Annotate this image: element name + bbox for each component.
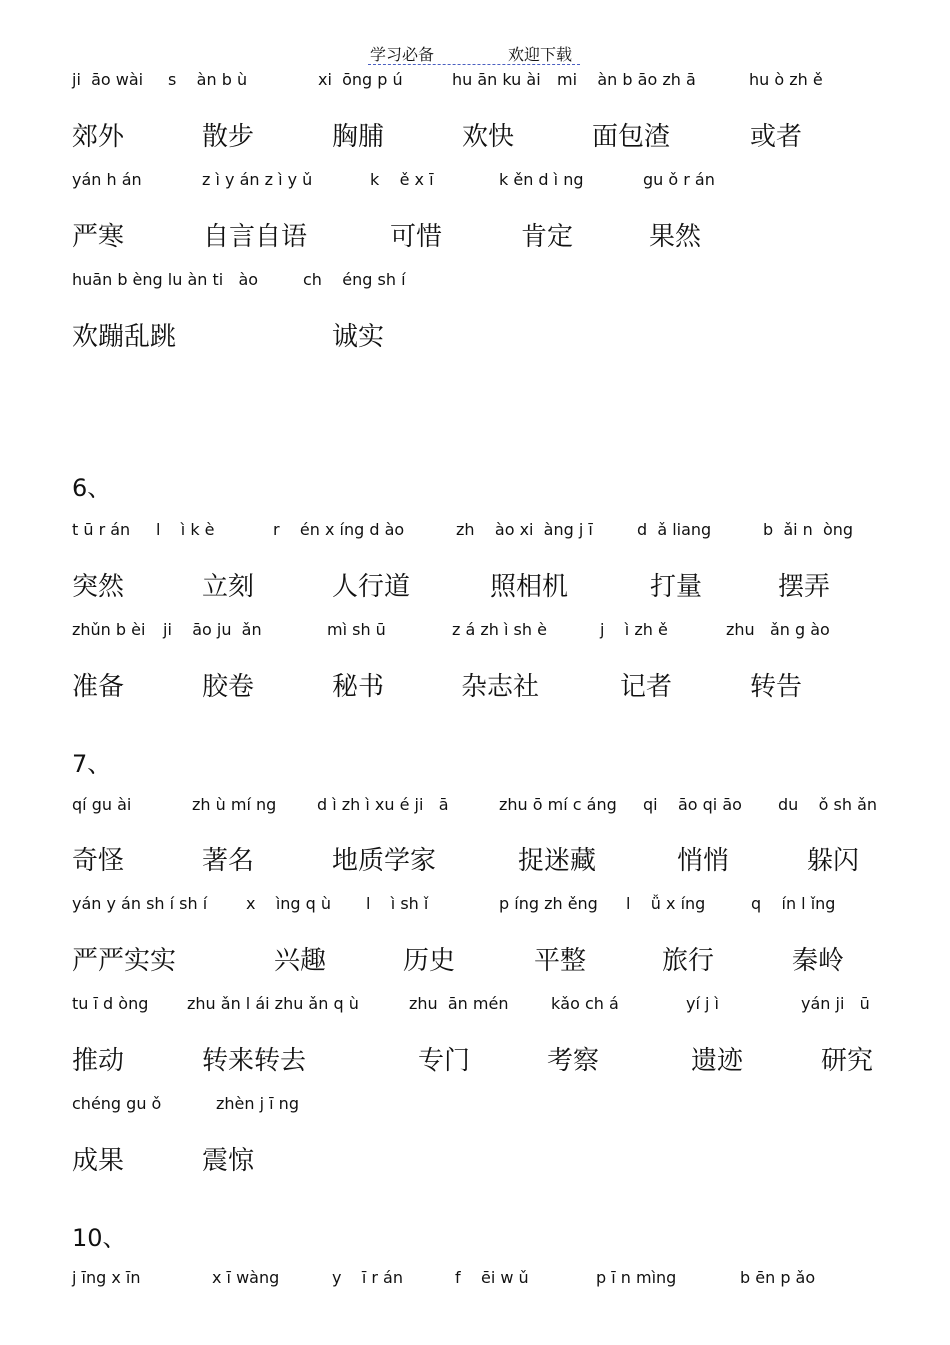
hanzi-row xyxy=(0,666,950,700)
pinyin-word: gu ǒ r án xyxy=(643,170,715,189)
pinyin-word: j ì zh ě xyxy=(600,620,668,639)
pinyin-word: l ì k è xyxy=(156,520,215,539)
pinyin-word: tu ī d òng xyxy=(72,994,149,1013)
hanzi-word: 诚实 xyxy=(332,322,385,352)
hanzi-word: 成果 xyxy=(72,1146,125,1176)
pinyin-row xyxy=(0,994,950,1016)
hanzi-word: 遗迹 xyxy=(691,1046,744,1076)
hanzi-word: 果然 xyxy=(649,222,702,252)
pinyin-word: z á zh ì sh è xyxy=(452,620,547,639)
hanzi-word: 平整 xyxy=(534,946,587,976)
pinyin-word: l ǚ x íng xyxy=(626,894,706,913)
hanzi-word: 或者 xyxy=(750,122,803,152)
hanzi-word: 著名 xyxy=(202,846,255,876)
pinyin-word: d ǎ liang xyxy=(637,520,712,539)
hanzi-word: 可惜 xyxy=(390,222,443,252)
pinyin-word: kǎo ch á xyxy=(551,994,619,1013)
pinyin-word: mi àn b āo zh ā xyxy=(557,70,696,89)
hanzi-word: 打量 xyxy=(650,572,703,602)
pinyin-word: q ín l ǐng xyxy=(751,894,836,913)
hanzi-word: 躲闪 xyxy=(807,846,860,876)
page-header xyxy=(0,40,950,68)
hanzi-word: 欢蹦乱跳 xyxy=(72,322,177,352)
pinyin-word: ch éng sh í xyxy=(303,270,406,289)
hanzi-word: 奇怪 xyxy=(72,846,125,876)
hanzi-word: 肯定 xyxy=(521,222,574,252)
hanzi-word: 欢快 xyxy=(462,122,515,152)
header-underline xyxy=(368,64,580,65)
hanzi-word: 自言自语 xyxy=(203,222,308,252)
hanzi-word: 捉迷藏 xyxy=(518,846,597,876)
hanzi-row xyxy=(0,1040,950,1074)
hanzi-word: 记者 xyxy=(620,672,673,702)
hanzi-word: 震惊 xyxy=(202,1146,255,1176)
hanzi-word: 转来转去 xyxy=(202,1046,307,1076)
hanzi-word: 人行道 xyxy=(332,572,411,602)
pinyin-word: f ēi w ǔ xyxy=(455,1268,529,1287)
section-number: 7、 xyxy=(72,750,112,778)
hanzi-row xyxy=(0,1140,950,1174)
hanzi-word: 照相机 xyxy=(490,572,569,602)
hanzi-word: 历史 xyxy=(403,946,456,976)
hanzi-row xyxy=(0,116,950,150)
pinyin-word: qi āo qi āo xyxy=(643,795,742,814)
pinyin-word: t ū r án xyxy=(72,520,131,539)
pinyin-word: p íng zh ěng xyxy=(499,894,598,913)
pinyin-word: zhu ō mí c áng xyxy=(499,795,617,814)
hanzi-word: 推动 xyxy=(72,1046,125,1076)
hanzi-word: 考察 xyxy=(547,1046,600,1076)
pinyin-word: b ǎi n òng xyxy=(763,520,854,539)
hanzi-word: 面包渣 xyxy=(592,122,671,152)
pinyin-word: k ěn d ì ng xyxy=(499,170,584,189)
hanzi-word: 转告 xyxy=(750,672,803,702)
hanzi-word: 兴趣 xyxy=(274,946,327,976)
hanzi-word: 胶卷 xyxy=(202,672,255,702)
pinyin-row xyxy=(0,795,950,817)
pinyin-word: r én x íng d ào xyxy=(273,520,405,539)
pinyin-row xyxy=(0,70,950,92)
section-number: 6、 xyxy=(72,474,112,502)
pinyin-word: hu ò zh ě xyxy=(749,70,823,89)
pinyin-word: d ì zh ì xu é ji ā xyxy=(317,795,449,814)
hanzi-row xyxy=(0,216,950,250)
hanzi-row xyxy=(0,316,950,350)
pinyin-word: b ēn p ǎo xyxy=(740,1268,816,1287)
pinyin-word: x ī wàng xyxy=(212,1268,280,1287)
hanzi-word: 立刻 xyxy=(202,572,255,602)
pinyin-row xyxy=(0,1268,950,1290)
hanzi-word: 专门 xyxy=(418,1046,471,1076)
pinyin-word: x ìng q ù xyxy=(246,894,332,913)
hanzi-word: 严严实实 xyxy=(72,946,177,976)
header-right-text: 欢迎下载 xyxy=(508,45,573,64)
header-left-text: 学习必备 xyxy=(370,45,435,64)
section-number: 10、 xyxy=(72,1224,127,1252)
pinyin-row xyxy=(0,270,950,292)
pinyin-word: j īng x īn xyxy=(72,1268,141,1287)
pinyin-word: zhu ǎn g ào xyxy=(726,620,830,639)
hanzi-word: 摆弄 xyxy=(778,572,831,602)
pinyin-word: zhu ān mén xyxy=(409,994,509,1013)
pinyin-word: ji āo wài xyxy=(72,70,144,89)
pinyin-word: zhu ǎn l ái zhu ǎn q ù xyxy=(187,994,359,1013)
pinyin-word: yí j ì xyxy=(686,994,719,1013)
pinyin-word: y ī r án xyxy=(332,1268,403,1287)
hanzi-word: 秘书 xyxy=(332,672,385,702)
pinyin-word: chéng gu ǒ xyxy=(72,1094,162,1113)
hanzi-word: 杂志社 xyxy=(461,672,540,702)
hanzi-word: 严寒 xyxy=(72,222,125,252)
pinyin-row xyxy=(0,520,950,542)
pinyin-row xyxy=(0,170,950,192)
hanzi-word: 郊外 xyxy=(72,122,125,152)
pinyin-word: k ě x ī xyxy=(370,170,434,189)
hanzi-word: 散步 xyxy=(202,122,255,152)
hanzi-word: 研究 xyxy=(821,1046,874,1076)
pinyin-word: xi ōng p ú xyxy=(318,70,403,89)
pinyin-word: yán h án xyxy=(72,170,142,189)
hanzi-word: 突然 xyxy=(72,572,125,602)
hanzi-word: 准备 xyxy=(72,672,125,702)
pinyin-word: zhèn j ī ng xyxy=(216,1094,299,1113)
pinyin-word: huān b èng lu àn ti ào xyxy=(72,270,259,289)
pinyin-row xyxy=(0,620,950,642)
pinyin-word: zh ù mí ng xyxy=(192,795,277,814)
pinyin-word: qí gu ài xyxy=(72,795,132,814)
pinyin-word: mì sh ū xyxy=(327,620,386,639)
hanzi-row xyxy=(0,940,950,974)
hanzi-word: 旅行 xyxy=(662,946,715,976)
pinyin-word: yán y án sh í sh í xyxy=(72,894,208,913)
pinyin-row xyxy=(0,894,950,916)
pinyin-word: l ì sh ǐ xyxy=(366,894,429,913)
pinyin-word: p ī n mìng xyxy=(596,1268,677,1287)
pinyin-word: yán ji ū xyxy=(801,994,870,1013)
pinyin-word: du ǒ sh ǎn xyxy=(778,795,878,814)
hanzi-word: 悄悄 xyxy=(677,846,730,876)
hanzi-row xyxy=(0,566,950,600)
hanzi-word: 地质学家 xyxy=(332,846,437,876)
pinyin-row xyxy=(0,1094,950,1116)
pinyin-word: zhǔn b èi xyxy=(72,620,146,639)
hanzi-word: 胸脯 xyxy=(332,122,385,152)
pinyin-word: s àn b ù xyxy=(168,70,248,89)
hanzi-row xyxy=(0,840,950,874)
hanzi-word: 秦岭 xyxy=(792,946,845,976)
pinyin-word: hu ān ku ài xyxy=(452,70,541,89)
pinyin-word: ji āo ju ǎn xyxy=(163,620,262,639)
pinyin-word: zh ào xi àng j ī xyxy=(456,520,593,539)
pinyin-word: z ì y án z ì y ǔ xyxy=(202,170,313,189)
